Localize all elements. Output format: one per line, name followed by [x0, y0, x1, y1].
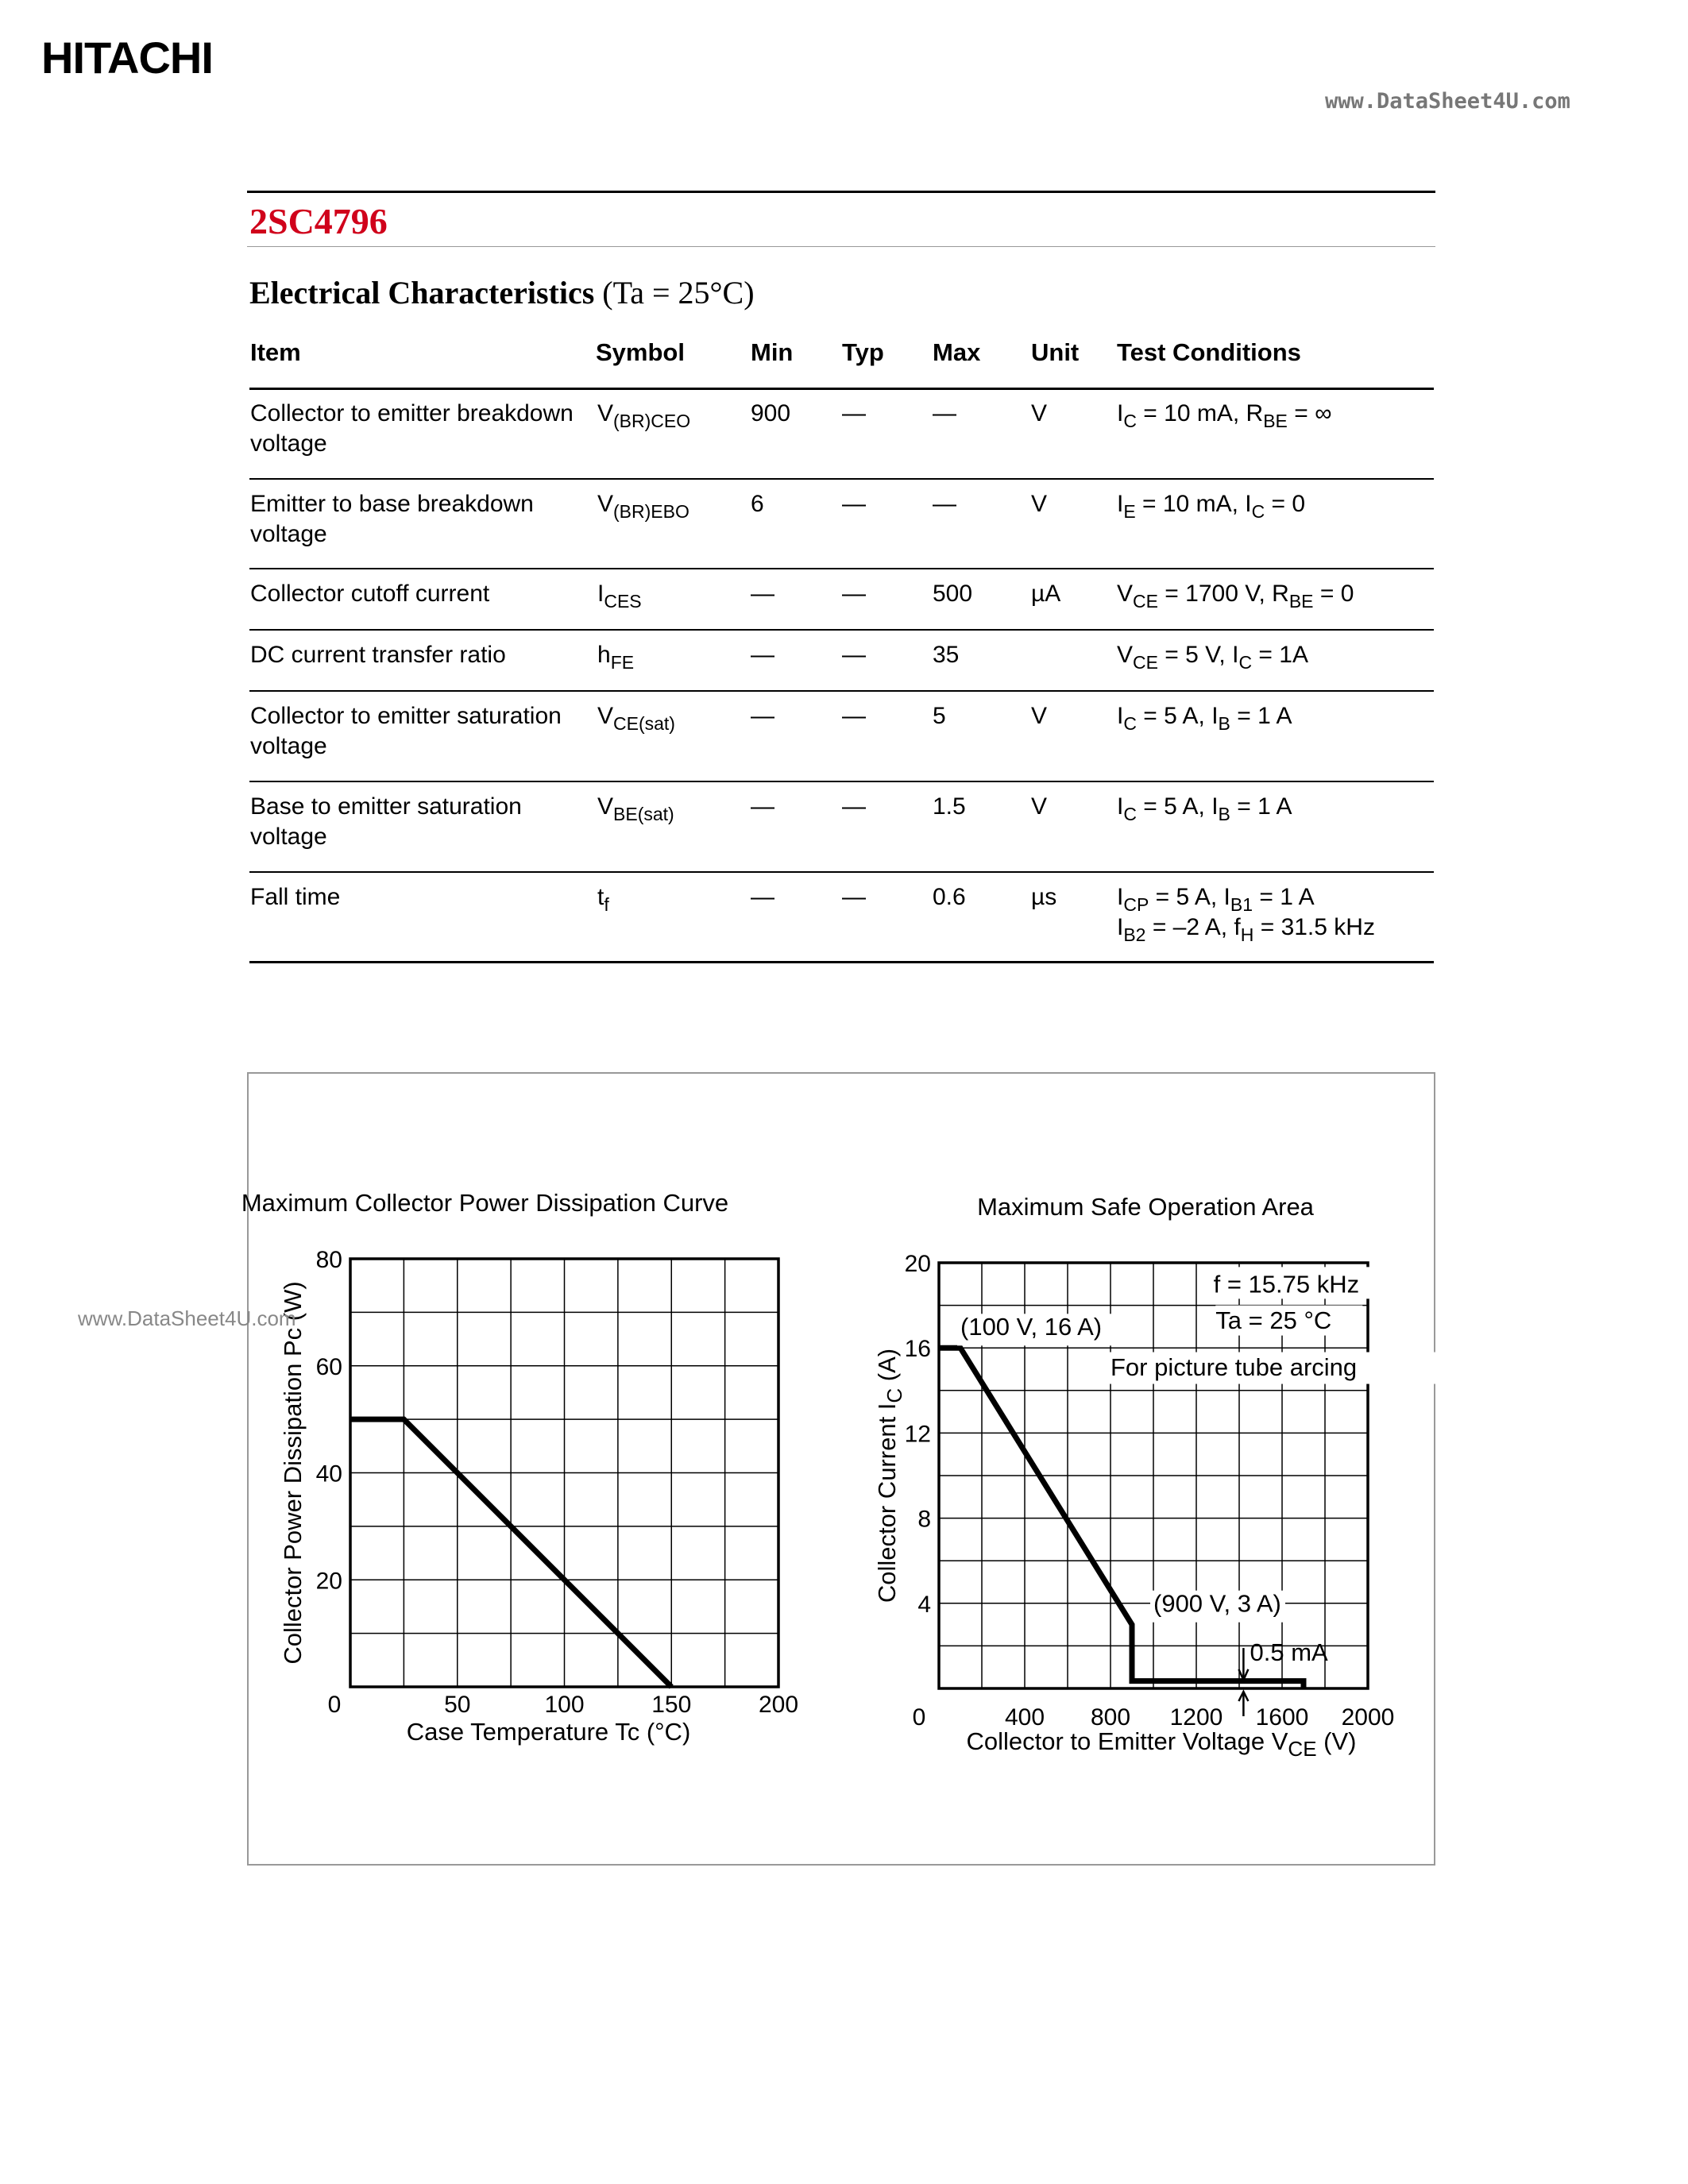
cell-max: 35 — [933, 642, 960, 668]
cell-item: Collector cutoff current — [250, 581, 490, 607]
section-title-text: Electrical Characteristics — [249, 275, 595, 311]
cell-max: 0.6 — [933, 884, 966, 910]
y-tick-label: 20 — [315, 1568, 342, 1595]
x-tick-label: 0 — [912, 1704, 926, 1731]
x-tick-label: 1600 — [1255, 1704, 1309, 1731]
x-tick-label: 200 — [758, 1692, 799, 1718]
chart-title: Maximum Safe Operation Area — [977, 1193, 1314, 1221]
cell-item: DC current transfer ratio — [250, 642, 506, 668]
col-header-max: Max — [933, 338, 981, 366]
annotation-point-100v-16a: (100 V, 16 A) — [960, 1313, 1103, 1341]
section-condition: (Ta = 25°C) — [602, 275, 755, 311]
cell-max: 5 — [933, 703, 946, 729]
cell-typ: — — [842, 703, 866, 729]
annotation-frequency: f = 15.75 kHz — [1213, 1270, 1360, 1298]
watermark-link[interactable]: www.DataSheet4U.com — [1325, 89, 1570, 114]
cell-test-conditions: $I_C = 5$ A, $I_B = 1$ A — [1117, 793, 1292, 824]
cell-symbol: $V_{(BR)EBO}$ — [597, 491, 689, 522]
cell-typ: — — [842, 400, 866, 426]
cell-min: 6 — [751, 491, 764, 517]
col-header-item: Item — [250, 338, 301, 366]
col-header-test-conditions: Test Conditions — [1117, 338, 1301, 366]
y-tick-label: 20 — [904, 1251, 931, 1277]
cell-unit: V — [1031, 703, 1048, 729]
cell-unit: V — [1031, 491, 1048, 517]
col-header-unit: Unit — [1031, 338, 1080, 366]
annotation-ambient-temp: Ta = 25 °C — [1215, 1306, 1332, 1335]
annotation-0-5ma: 0.5 mA — [1250, 1638, 1328, 1667]
col-header-min: Min — [751, 338, 794, 366]
cell-test-conditions: $V_{CE} = 1700$ V, $R_{BE} = 0$ — [1117, 581, 1354, 612]
cell-typ: — — [842, 491, 866, 517]
cell-min: 900 — [751, 400, 791, 426]
x-tick-label: 50 — [444, 1692, 471, 1718]
cell-typ: — — [842, 793, 866, 820]
cell-symbol: $V_{BE(sat)}$ — [597, 793, 674, 824]
y-tick-label: 40 — [315, 1461, 342, 1488]
x-axis-label: Case Temperature Tc (°C) — [406, 1718, 691, 1746]
cell-min: — — [751, 703, 774, 729]
y-tick-label: 4 — [917, 1591, 931, 1618]
cell-test-conditions: $I_E = 10$ mA, $I_C = 0$ — [1117, 491, 1306, 522]
cell-max: 500 — [933, 581, 973, 607]
x-tick-label: 2000 — [1341, 1704, 1395, 1731]
cell-unit: V — [1031, 793, 1048, 820]
cell-unit: µs — [1031, 884, 1057, 910]
cell-test-conditions: $I_{CP} = 5$ A, $I_{B1} = 1$ A $I_{B2} = -2$ A, $f_H = 31.5$ kHz — [1117, 884, 1375, 945]
cell-test-conditions: $V_{CE} = 5$ V, $I_C = 1A$ — [1117, 642, 1308, 673]
cell-typ: — — [842, 884, 866, 910]
cell-item: Fall time — [250, 884, 341, 910]
y-tick-label: 80 — [315, 1247, 342, 1273]
x-axis-label: Collector to Emitter Voltage $V_{CE}$ (V) — [966, 1727, 1357, 1761]
y-tick-label: 12 — [904, 1421, 931, 1448]
cell-item: Emitter to base breakdown voltage — [250, 491, 534, 547]
y-tick-label: 8 — [917, 1506, 931, 1533]
chart-title: Maximum Collector Power Dissipation Curve — [241, 1189, 729, 1217]
cell-symbol: $V_{CE(sat)}$ — [597, 703, 675, 734]
x-tick-label: 1200 — [1169, 1704, 1223, 1731]
cell-max: — — [933, 491, 956, 517]
cell-item: Base to emitter saturation voltage — [250, 793, 522, 850]
x-tick-label: 100 — [544, 1692, 585, 1718]
y-tick-label: 16 — [904, 1336, 931, 1363]
cell-symbol: $I_{CES}$ — [597, 581, 642, 612]
cell-item: Collector to emitter breakdown voltage — [250, 400, 574, 457]
hitachi-logo: HITACHI — [41, 33, 213, 83]
col-header-typ: Typ — [842, 338, 884, 366]
y-tick-label: 60 — [315, 1353, 342, 1380]
cell-min: — — [751, 581, 774, 607]
y-axis-label: Collector Current $I_C$ (A) — [873, 1348, 906, 1603]
cell-min: — — [751, 793, 774, 820]
cell-symbol: $V_{(BR)CEO}$ — [597, 400, 691, 431]
col-header-symbol: Symbol — [596, 338, 685, 366]
cell-unit: µA — [1031, 581, 1061, 607]
cell-item: Collector to emitter saturation voltage — [250, 703, 562, 759]
x-tick-label: 400 — [1004, 1704, 1045, 1731]
cell-test-conditions: $I_C = 10$ mA, $R_{BE}$ = ∞ — [1117, 400, 1332, 431]
annotation-point-900v-3a: (900 V, 3 A) — [1153, 1589, 1281, 1618]
x-tick-label: 0 — [327, 1692, 342, 1718]
side-watermark: www.DataSheet4U.com — [78, 1306, 296, 1330]
cell-min: — — [751, 642, 774, 668]
cell-unit: V — [1031, 400, 1048, 426]
part-number: 2SC4796 — [249, 201, 388, 241]
y-axis-label: Collector Power Dissipation Pc (W) — [279, 1281, 307, 1665]
cell-symbol: $h_{FE}$ — [597, 642, 635, 673]
annotation-picture-tube-arcing: For picture tube arcing — [1111, 1353, 1358, 1382]
cell-typ: — — [842, 581, 866, 607]
cell-test-conditions: $I_C = 5$ A, $I_B = 1$ A — [1117, 703, 1292, 734]
cell-typ: — — [842, 642, 866, 668]
cell-symbol: $t_f$ — [597, 884, 609, 915]
x-tick-label: 800 — [1090, 1704, 1131, 1731]
cell-max: 1.5 — [933, 793, 966, 820]
cell-min: — — [751, 884, 774, 910]
cell-max: — — [933, 400, 956, 426]
x-tick-label: 150 — [651, 1692, 692, 1718]
